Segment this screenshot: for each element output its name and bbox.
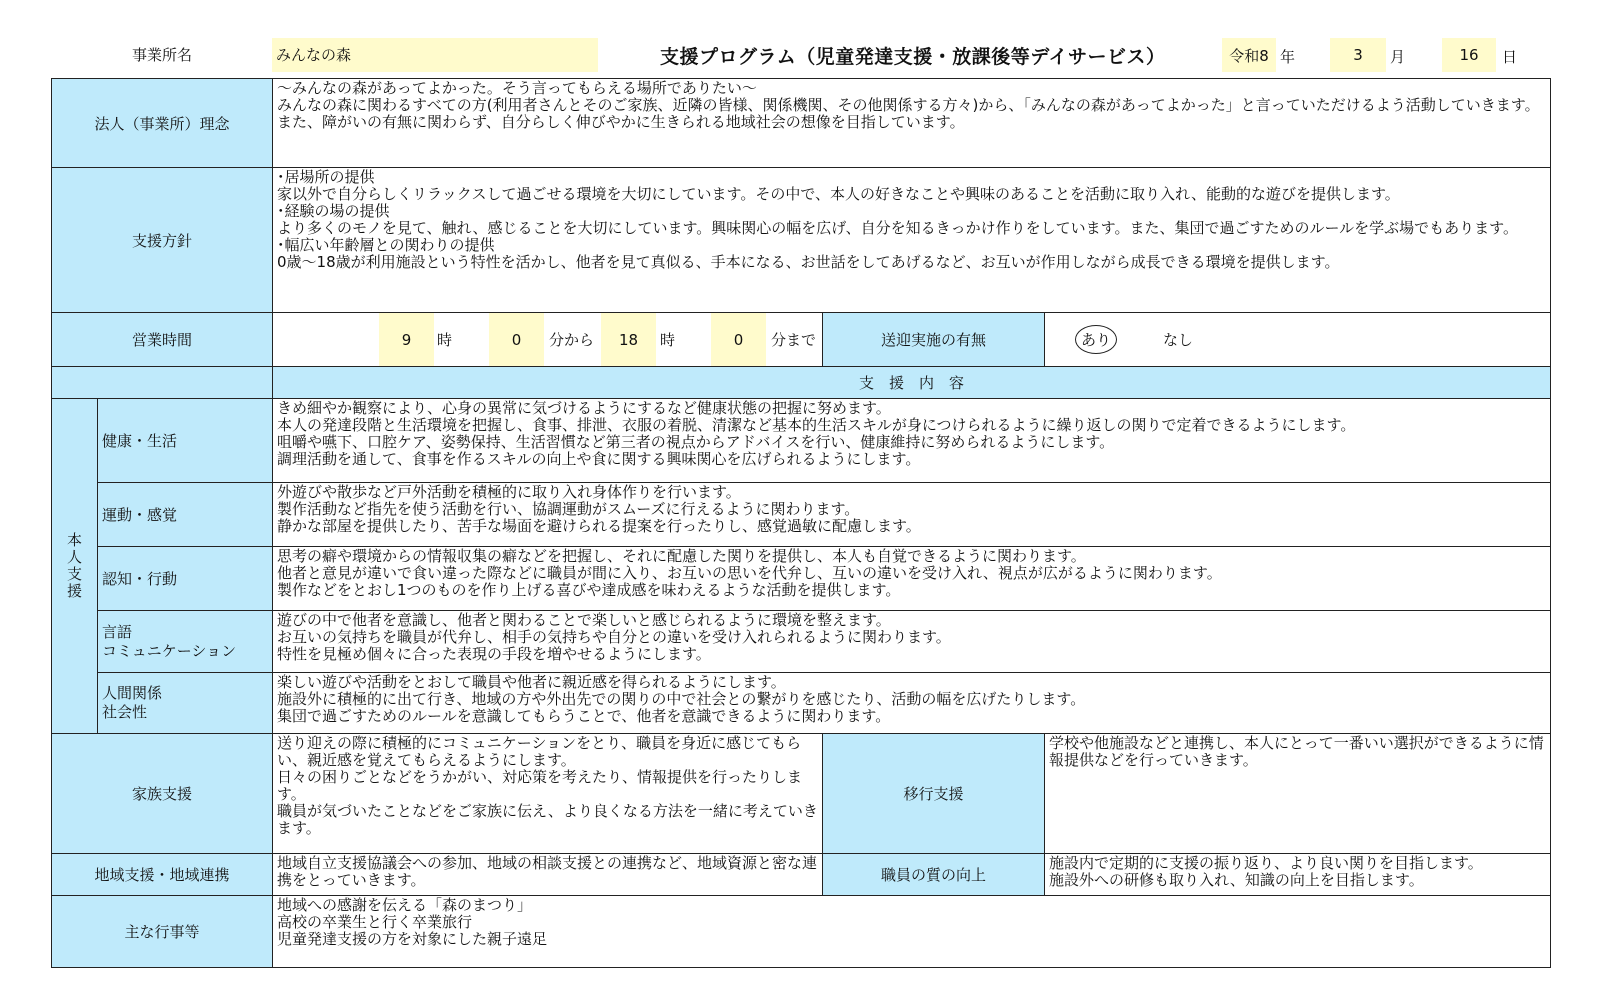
community-label: 地域支援・地域連携 — [52, 854, 273, 896]
transition-support-line: 学校や他施設などと連携し、本人にとって一番いい選択ができるように情報提供などを行っていきます。 — [1049, 734, 1544, 769]
health-life-label — [98, 399, 273, 483]
year-label: 年 — [1280, 48, 1296, 66]
language-communication-line: 遊びの中で他者を意識し、他者と関わることで楽しいと感じられるように環境を整えます。 — [277, 611, 891, 629]
communication-label-text: コミュニケーション — [102, 641, 237, 660]
personal-support-label-text: 本人支援 — [65, 532, 83, 600]
start-minute-field[interactable]: 0 — [489, 313, 544, 366]
era-field[interactable]: 令和8 — [1222, 38, 1276, 72]
relationships-social-content — [273, 673, 1551, 734]
day-label: 日 — [1502, 48, 1518, 66]
community-line: 地域自立支援協議会への参加、地域の相談支援との連携など、地域資源と密な連携をとっていきます。 — [277, 854, 818, 889]
philosophy-content — [273, 79, 1551, 168]
language-communication-line: お互いの気持ちを職員が代弁し、相手の気持ちや自分との違いを受け入れられるように関わります。 — [277, 628, 951, 646]
health-life-line: 咀嚼や嚥下、口腔ケア、姿勢保持、生活習慣など第三者の視点からアドバイスを行い、健康維持に努められるようにします。 — [277, 433, 1115, 451]
philosophy-line: みんなの森に関わるすべての方(利用者さんとそのご家族、近隣の皆様、関係機関、その他関係する方々)から、「みんなの森があってよかった」と言っていただけるよう活動していきます。 — [277, 96, 1540, 114]
cognition-behavior-label-text: 認知・行動 — [102, 570, 178, 588]
policy-line: 家以外で自分らしくリラックスして過ごせる環境を大切にしています。その中で、本人の好きなことや興味のあることを活動に取り入れ、能動的な遊びを提供します。 — [277, 185, 1400, 203]
relationships-social-line: 集団で過ごすためのルールを意識してもらうことで、他者を意識できるように関わります。 — [277, 707, 891, 725]
family-support-line: 送り迎えの際に積極的にコミュニケーションをとり、職員を身近に感じてもらい、親近感を覚えてもらえるようにします。 — [277, 734, 802, 769]
motor-sensory-line: 製作活動など指先を使う活動を行い、協調運動がスムーズに行えるように関わります。 — [277, 500, 860, 518]
day-field[interactable]: 16 — [1442, 38, 1496, 72]
health-life-content — [273, 399, 1551, 483]
policy-line: より多くのモノを見て、触れ、感じることを大切にしています。興味関心の幅を広げ、自分を知るきっかけ作りをしています。また、集団で過ごすためのルールを学ぶ場でもあります。 — [277, 219, 1518, 237]
philosophy-line: 〜みんなの森があってよかった。そう言ってもらえる場所でありたい〜 — [277, 79, 757, 97]
relationships-social-label — [98, 673, 273, 734]
relationships-social-line: 施設外に積極的に出て行き、地域の方や外出先での関りの中で社会との繋がりを感じたり、活動の幅を広げたりします。 — [277, 690, 1086, 708]
community-content — [273, 854, 823, 896]
support-content-header-blank — [52, 367, 273, 399]
relationships-social-line: 楽しい遊びや活動をとおして職員や他者に親近感を得られるようにします。 — [277, 673, 786, 691]
health-life-line: 本人の発達段階と生活環境を把握し、食事、排泄、衣服の着脱、清潔など基本的生活スキルが身につけられるように繰り返しの関りで定着できるようにします。 — [277, 416, 1356, 434]
cognition-behavior-label — [98, 547, 273, 611]
motor-sensory-content — [273, 483, 1551, 547]
philosophy-line: また、障がいの有無に関わらず、自分らしく伸びやかに生きられる地域社会の想像を目指しています。 — [277, 113, 965, 131]
motor-sensory-label-text: 運動・感覚 — [102, 506, 178, 524]
staff-quality-label: 職員の質の向上 — [823, 854, 1045, 896]
hour-label-2: 時 — [660, 331, 676, 349]
cognition-behavior-content — [273, 547, 1551, 611]
language-communication-line: 特性を見極め個々に合った表現の手段を増やせるようにします。 — [277, 645, 711, 663]
start-hour-field[interactable]: 9 — [379, 313, 434, 366]
transport-yes-circled: あり — [1075, 325, 1117, 354]
events-line: 地域への感謝を伝える「森のまつり」 — [277, 896, 533, 914]
relationships-label-text: 人間関係 — [102, 684, 163, 702]
policy-line: ･経験の場の提供 — [277, 202, 390, 220]
transport-label: 送迎実施の有無 — [823, 313, 1045, 367]
cognition-behavior-line: 製作などをとおし1つのものを作り上げる喜びや達成感を味わえるような活動を提供します。 — [277, 581, 901, 599]
month-label: 月 — [1390, 48, 1406, 66]
policy-label: 支援方針 — [52, 168, 273, 313]
policy-line: ･幅広い年齢層との関わりの提供 — [277, 236, 495, 254]
health-life-line: 調理活動を通して、食事を作るスキルの向上や食に関する興味関心を広げられるようにします。 — [277, 450, 921, 468]
staff-quality-line: 施設内で定期的に支援の振り返り、より良い関りを目指します。 — [1049, 854, 1483, 872]
hour-label: 時 — [437, 331, 453, 349]
language-communication-content — [273, 611, 1551, 673]
motor-sensory-label — [98, 483, 273, 547]
policy-content — [273, 168, 1551, 313]
family-support-content — [273, 734, 823, 854]
family-support-line: 日々の困りごとなどをうかがい、対応策を考えたり、情報提供を行ったりします。 — [277, 768, 803, 803]
policy-line: 0歳〜18歳が利用施設という特性を活かし、他者を見て真似る、手本になる、お世話をしてあげるなど、お互いが作用しながら成長できる環境を提供します。 — [277, 253, 1340, 271]
family-support-label: 家族支援 — [52, 734, 273, 854]
health-life-line: きめ細やか観察により、心身の異常に気づけるようにするなど健康状態の把握に努めます。 — [277, 399, 891, 417]
events-content — [273, 896, 1551, 968]
motor-sensory-line: 外遊びや散歩など戸外活動を積極的に取り入れ身体作りを行います。 — [277, 483, 741, 501]
office-name-field[interactable]: みんなの森 — [272, 38, 598, 72]
family-support-line: 職員が気づいたことなどをご家族に伝え、より良くなる方法を一緒に考えていきます。 — [277, 802, 818, 837]
events-line: 高校の卒業生と行く卒業旅行 — [277, 913, 473, 931]
hours-label: 営業時間 — [52, 313, 273, 367]
personal-support-label — [52, 399, 98, 734]
cognition-behavior-line: 他者と意見が違いで食い違った際などに職員が間に入り、お互いの思いを代弁し、互いの違いを受け入れ、視点が広がるように関わります。 — [277, 564, 1222, 582]
health-life-label-text: 健康・生活 — [102, 432, 178, 450]
until-label: 分まで — [771, 331, 817, 349]
transport-options — [1045, 313, 1551, 367]
support-content-header: 支 援 内 容 — [273, 367, 1551, 399]
office-name-label: 事業所名 — [132, 46, 193, 64]
language-label-text: 言語 — [102, 622, 133, 641]
hours-content — [273, 313, 823, 367]
support-program-table — [51, 78, 1551, 968]
staff-quality-content — [1045, 854, 1551, 896]
language-communication-label — [98, 611, 273, 673]
events-line: 児童発達支援の方を対象にした親子遠足 — [277, 930, 548, 948]
page-title: 支援プログラム（児童発達支援・放課後等デイサービス） — [660, 46, 1166, 68]
transition-support-label: 移行支援 — [823, 734, 1045, 854]
transport-no-option[interactable]: なし — [1163, 331, 1194, 349]
events-label: 主な行事等 — [52, 896, 273, 968]
from-label: 分から — [549, 331, 595, 349]
social-label-text: 社会性 — [102, 703, 148, 721]
month-field[interactable]: 3 — [1330, 38, 1386, 72]
transport-yes-option[interactable] — [1075, 313, 1117, 366]
philosophy-label: 法人（事業所）理念 — [52, 79, 273, 168]
end-hour-field[interactable]: 18 — [601, 313, 656, 366]
cognition-behavior-line: 思考の癖や環境からの情報収集の癖などを把握し、それに配慮した関りを提供し、本人も自覚できるように関わります。 — [277, 547, 1086, 565]
end-minute-field[interactable]: 0 — [711, 313, 766, 366]
motor-sensory-line: 静かな部屋を提供したり、苦手な場面を避けられる提案を行ったりし、感覚過敏に配慮します。 — [277, 517, 921, 535]
transition-support-content — [1045, 734, 1551, 854]
policy-line: ･居場所の提供 — [277, 168, 375, 186]
staff-quality-line: 施設外への研修も取り入れ、知識の向上を目指します。 — [1049, 871, 1424, 889]
